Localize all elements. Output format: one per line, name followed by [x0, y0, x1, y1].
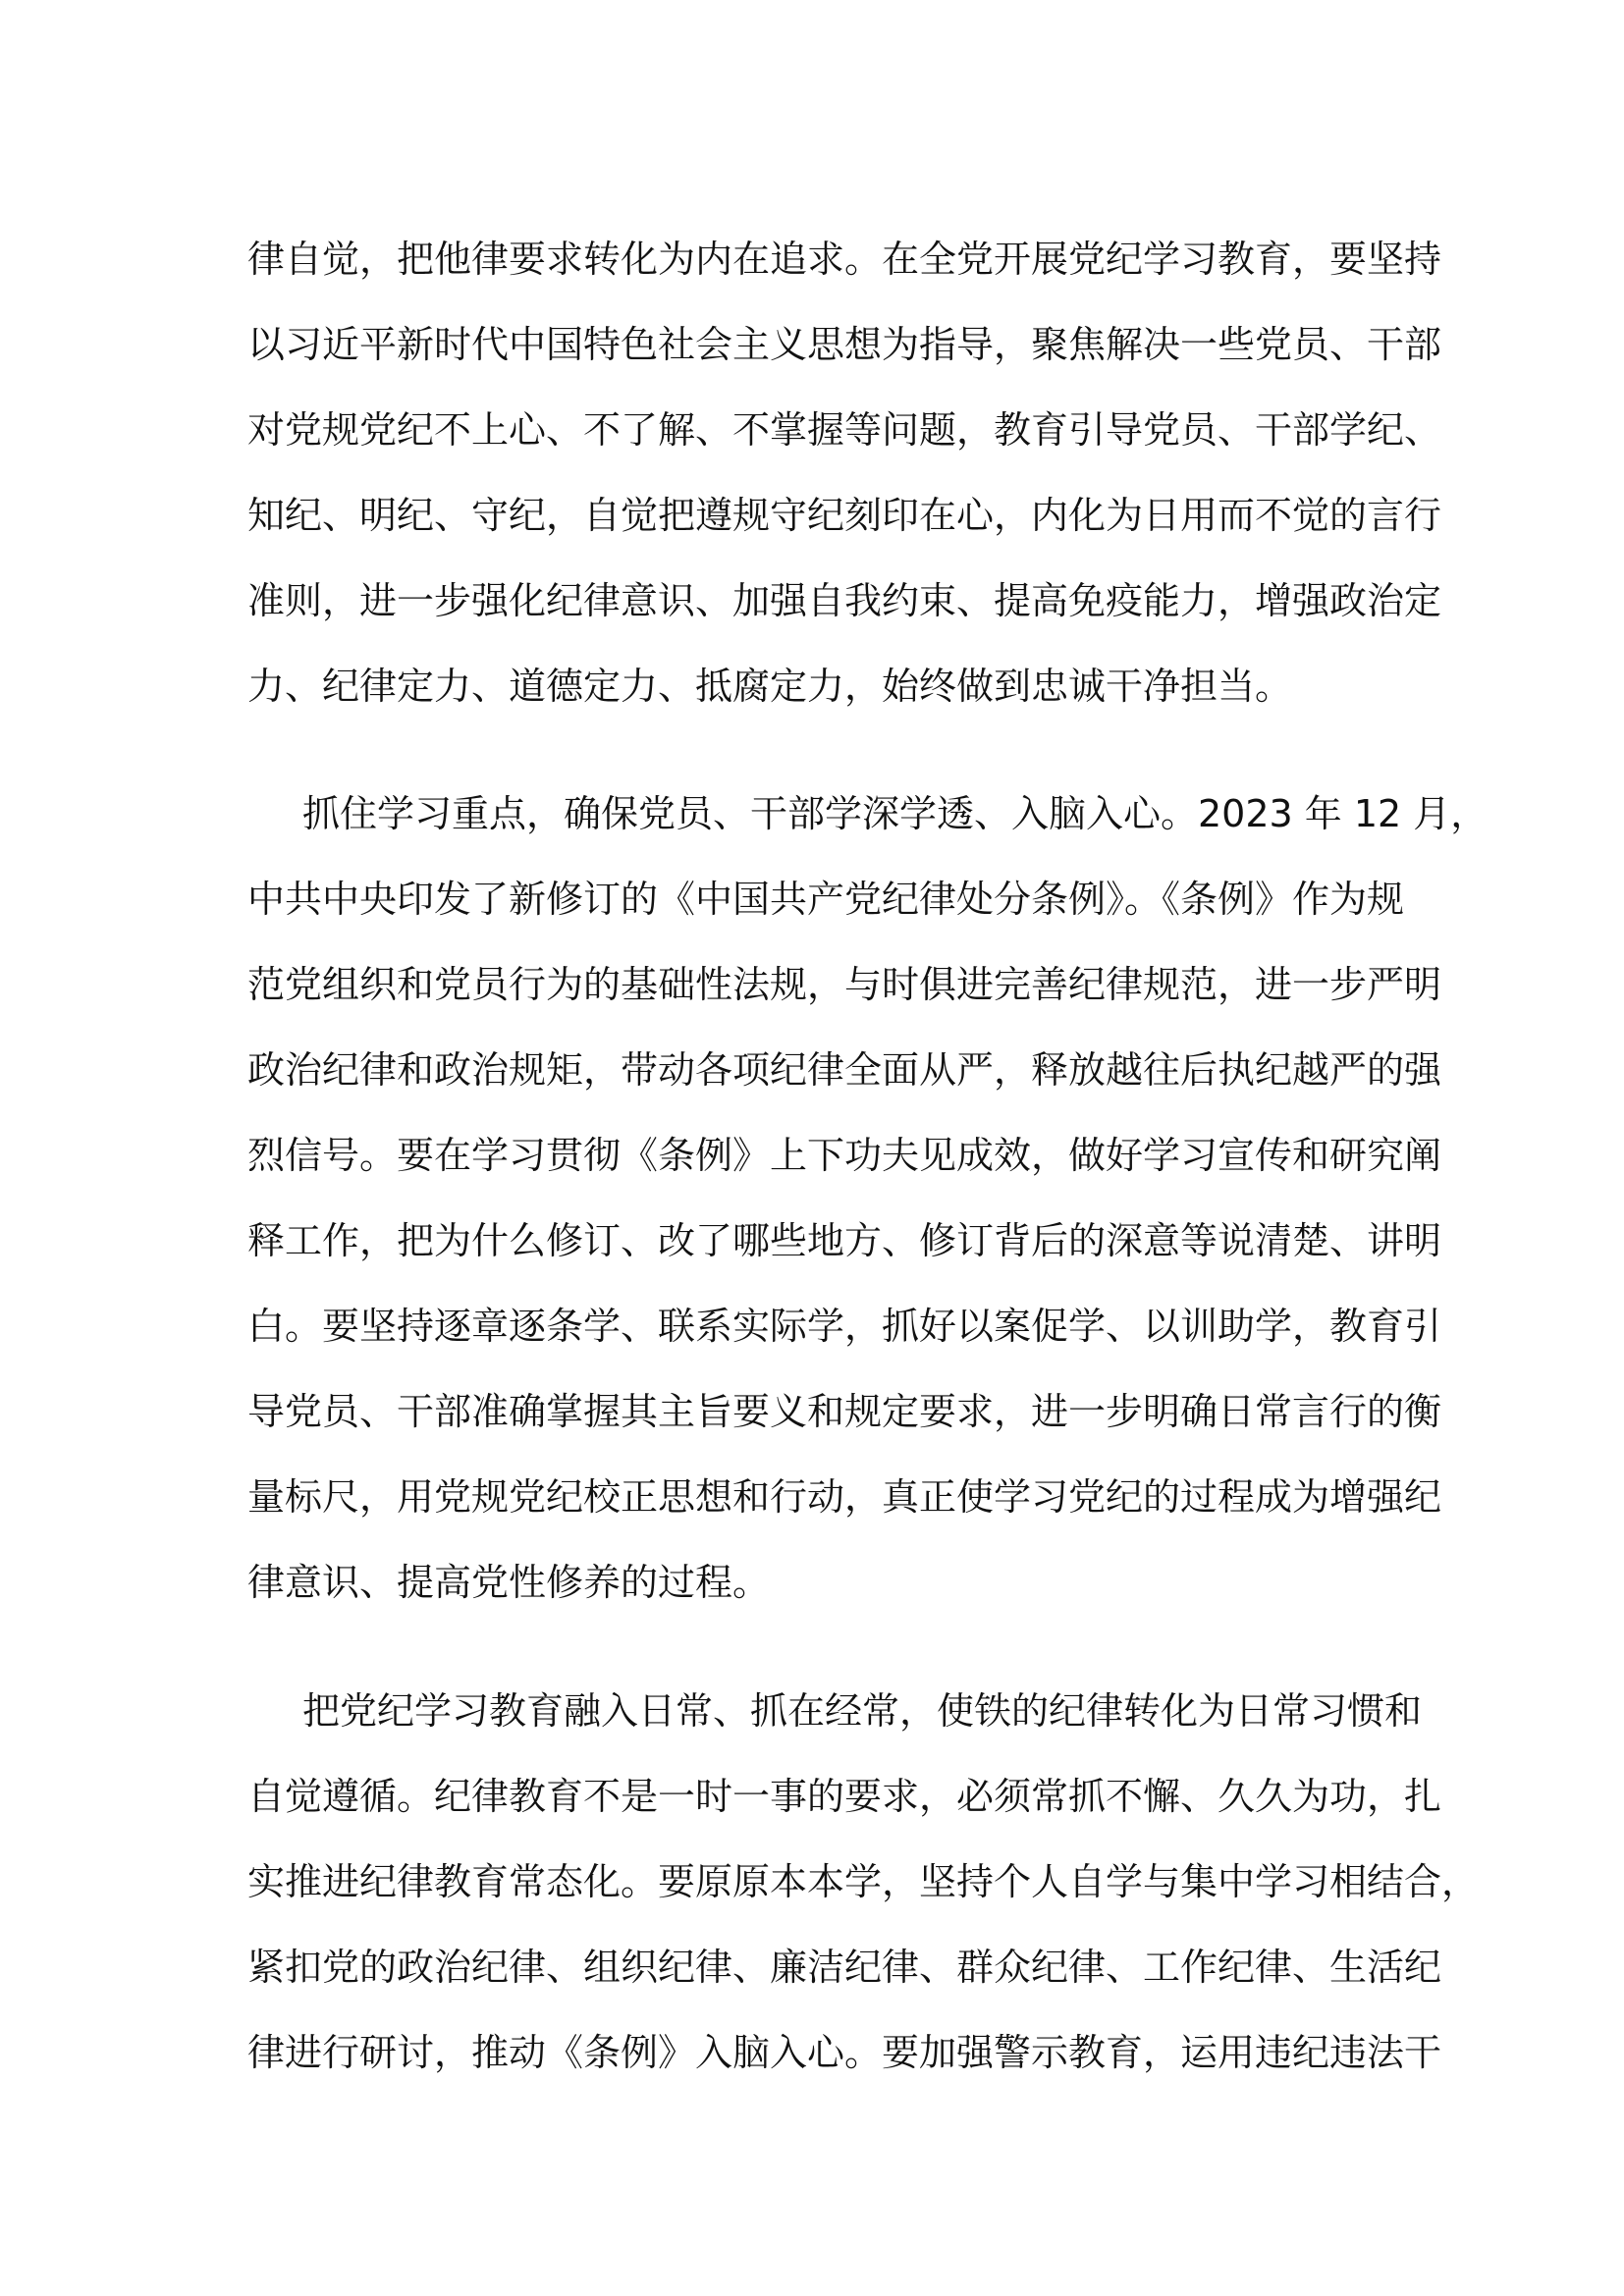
paragraph-line: 紧扣党的政治纪律、组织纪律、廉洁纪律、群众纪律、工作纪律、生活纪	[247, 1946, 1442, 1989]
paragraph-line: 政治纪律和政治规矩，带动各项纪律全面从严，释放越往后执纪越严的强	[247, 1048, 1442, 1092]
paragraph-line: 量标尺，用党规党纪校正思想和行动，真正使学习党纪的过程成为增强纪	[247, 1475, 1442, 1519]
paragraph-line: 范党组织和党员行为的基础性法规，与时俱进完善纪律规范，进一步严明	[247, 963, 1442, 1006]
paragraph-line: 烈信号。要在学习贯彻《条例》上下功夫见成效，做好学习宣传和研究阐	[247, 1134, 1442, 1177]
paragraph-line: 把党纪学习教育融入日常、抓在经常，使铁的纪律转化为日常习惯和	[302, 1689, 1423, 1733]
paragraph-line: 准则，进一步强化纪律意识、加强自我约束、提高免疫能力，增强政治定	[247, 579, 1442, 622]
paragraph-line: 自觉遵循。纪律教育不是一时一事的要求，必须常抓不懈、久久为功，扎	[247, 1775, 1442, 1818]
paragraph-line: 中共中央印发了新修订的《中国共产党纪律处分条例》。《条例》作为规	[247, 878, 1405, 921]
paragraph-line: 释工作，把为什么修订、改了哪些地方、修订背后的深意等说清楚、讲明	[247, 1219, 1442, 1262]
paragraph-line: 以习近平新时代中国特色社会主义思想为指导，聚焦解决一些党员、干部	[247, 323, 1442, 366]
paragraph-line: 对党规党纪不上心、不了解、不掌握等问题，教育引导党员、干部学纪、	[247, 408, 1442, 452]
paragraph-line: 实推进纪律教育常态化。要原原本本学，坚持个人自学与集中学习相结合，	[247, 1860, 1480, 1903]
paragraph-line: 白。要坚持逐章逐条学、联系实际学，抓好以案促学、以训助学，教育引	[247, 1305, 1442, 1348]
paragraph-line: 律自觉，把他律要求转化为内在追求。在全党开展党纪学习教育，要坚持	[247, 238, 1442, 281]
paragraph-line: 力、纪律定力、道德定力、抵腐定力，始终做到忠诚干净担当。	[247, 665, 1293, 708]
paragraph-line: 导党员、干部准确掌握其主旨要义和规定要求，进一步明确日常言行的衡	[247, 1390, 1442, 1433]
paragraph-line: 律进行研讨，推动《条例》入脑入心。要加强警示教育，运用违纪违法干	[247, 2031, 1442, 2074]
paragraph-line: 抓住学习重点，确保党员、干部学深学透、入脑入心。2023 年 12 月，	[302, 792, 1489, 835]
paragraph-line: 律意识、提高党性修养的过程。	[247, 1561, 771, 1604]
paragraph-line: 知纪、明纪、守纪，自觉把遵规守纪刻印在心，内化为日用而不觉的言行	[247, 494, 1442, 537]
